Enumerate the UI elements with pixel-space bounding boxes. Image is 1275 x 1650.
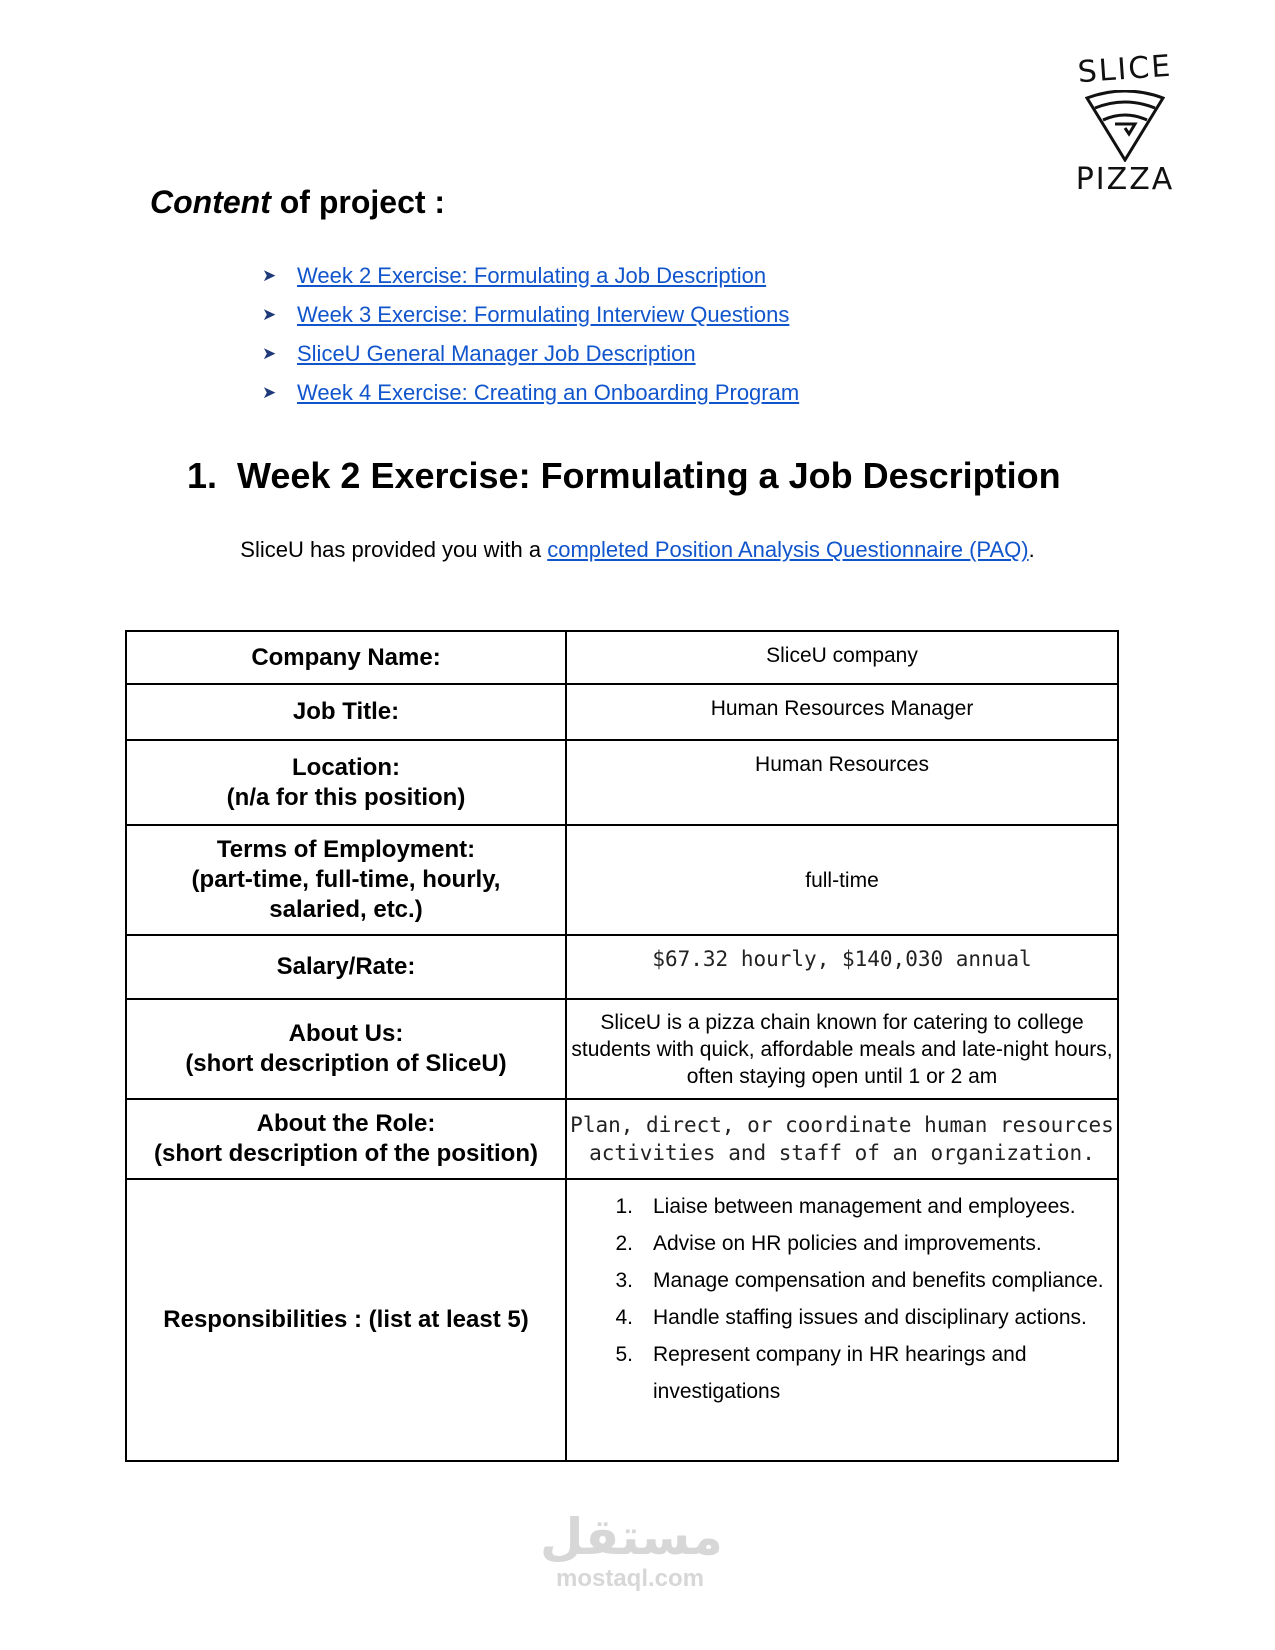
watermark-arabic: مستقل <box>540 1508 723 1566</box>
terms-value: full-time <box>566 825 1118 935</box>
about-us-label: About Us: <box>288 1020 404 1047</box>
watermark-latin: mostaql.com <box>555 1565 705 1592</box>
list-item-text: Manage compensation and benefits compliance. <box>653 1269 1104 1292</box>
list-item-text: Represent company in HR hearings and investigations <box>653 1343 1027 1403</box>
list-item <box>567 1336 1117 1410</box>
job-title-label: Job Title: <box>126 684 566 740</box>
list-item-number: 3. <box>615 1269 633 1292</box>
terms-label: Terms of Employment: <box>216 836 476 863</box>
intro-paragraph <box>0 537 1275 563</box>
toc-item <box>262 295 799 334</box>
table-row <box>126 1099 1118 1179</box>
job-description-table <box>125 630 1119 1462</box>
arrow-bullet-icon: ➤ <box>262 343 277 363</box>
about-role-note: (short description of the position) <box>154 1140 538 1167</box>
about-role-label: About the Role: <box>256 1110 436 1137</box>
arrow-bullet-icon: ➤ <box>262 304 277 324</box>
section-title <box>187 455 1061 497</box>
logo-top-text: SLICE <box>1076 48 1174 91</box>
toc-link-week3[interactable]: Week 3 Exercise: Formulating Interview Questions <box>297 301 790 327</box>
about-role-value: Plan, direct, or coordinate human resources activities and staff of an organization. <box>570 1113 1114 1165</box>
arrow-bullet-icon: ➤ <box>262 382 277 402</box>
table-row <box>126 825 1118 935</box>
company-name-value: SliceU company <box>566 631 1118 684</box>
responsibilities-list <box>567 1180 1117 1422</box>
table-row <box>126 684 1118 740</box>
table-row <box>126 935 1118 999</box>
list-item-number: 5. <box>615 1343 633 1366</box>
table-of-contents <box>262 256 799 412</box>
responsibilities-cell <box>566 1179 1118 1461</box>
content-heading-rest: of project : <box>270 184 446 220</box>
about-role-label-cell <box>126 1099 566 1179</box>
toc-item <box>262 334 799 373</box>
table-row <box>126 631 1118 684</box>
toc-item <box>262 256 799 295</box>
list-item <box>567 1188 1117 1225</box>
toc-item <box>262 373 799 412</box>
salary-value-cell <box>566 935 1118 999</box>
table-row <box>126 999 1118 1099</box>
list-item-number: 2. <box>615 1232 633 1255</box>
list-item-number: 4. <box>615 1306 633 1329</box>
paq-link[interactable]: completed Position Analysis Questionnaire (PAQ) <box>547 537 1029 562</box>
list-item-text: Liaise between management and employees. <box>653 1195 1076 1218</box>
about-us-label-cell <box>126 999 566 1099</box>
section-number: 1. <box>187 455 218 496</box>
list-item <box>567 1225 1117 1262</box>
list-item <box>567 1299 1117 1336</box>
location-label-cell <box>126 740 566 825</box>
toc-link-gm-job[interactable]: SliceU General Manager Job Description <box>297 340 696 366</box>
list-item-text: Handle staffing issues and disciplinary actions. <box>653 1306 1087 1329</box>
intro-prefix: SliceU has provided you with a <box>240 537 548 562</box>
salary-value: $67.32 hourly, $140,030 annual <box>652 947 1032 971</box>
section-title-text: Week 2 Exercise: Formulating a Job Description <box>237 455 1061 496</box>
terms-note: (part-time, full-time, hourly, salaried, etc.) <box>191 866 501 923</box>
arrow-bullet-icon: ➤ <box>262 265 277 285</box>
toc-link-week4[interactable]: Week 4 Exercise: Creating an Onboarding Program <box>297 379 800 405</box>
content-heading-italic: Content <box>150 184 271 220</box>
content-heading <box>150 184 445 221</box>
location-note: (n/a for this position) <box>226 783 466 811</box>
table-row <box>126 1179 1118 1461</box>
location-value: Human Resources <box>566 740 1118 825</box>
toc-link-week2[interactable]: Week 2 Exercise: Formulating a Job Description <box>297 262 767 288</box>
salary-label: Salary/Rate: <box>126 935 566 999</box>
location-label: Location: <box>292 753 400 781</box>
terms-label-cell <box>126 825 566 935</box>
company-name-label: Company Name: <box>126 631 566 684</box>
about-role-value-cell <box>566 1099 1118 1179</box>
about-us-note: (short description of SliceU) <box>185 1050 507 1077</box>
pizza-slice-icon <box>1085 90 1165 162</box>
about-us-value: SliceU is a pizza chain known for catering to college students with quick, affordable meals and late-night hours, often staying open until 1 or 2 am <box>566 999 1118 1099</box>
intro-suffix: . <box>1028 537 1035 562</box>
slice-pizza-logo <box>1055 50 1195 200</box>
list-item-text: Advise on HR policies and improvements. <box>653 1232 1042 1255</box>
responsibilities-label: Responsibilities : (list at least 5) <box>126 1179 566 1461</box>
table-row <box>126 740 1118 825</box>
watermark <box>540 1508 723 1593</box>
logo-bottom-text: PIZZA <box>1075 162 1175 197</box>
list-item-number: 1. <box>615 1195 633 1218</box>
list-item <box>567 1262 1117 1299</box>
job-title-value: Human Resources Manager <box>566 684 1118 740</box>
